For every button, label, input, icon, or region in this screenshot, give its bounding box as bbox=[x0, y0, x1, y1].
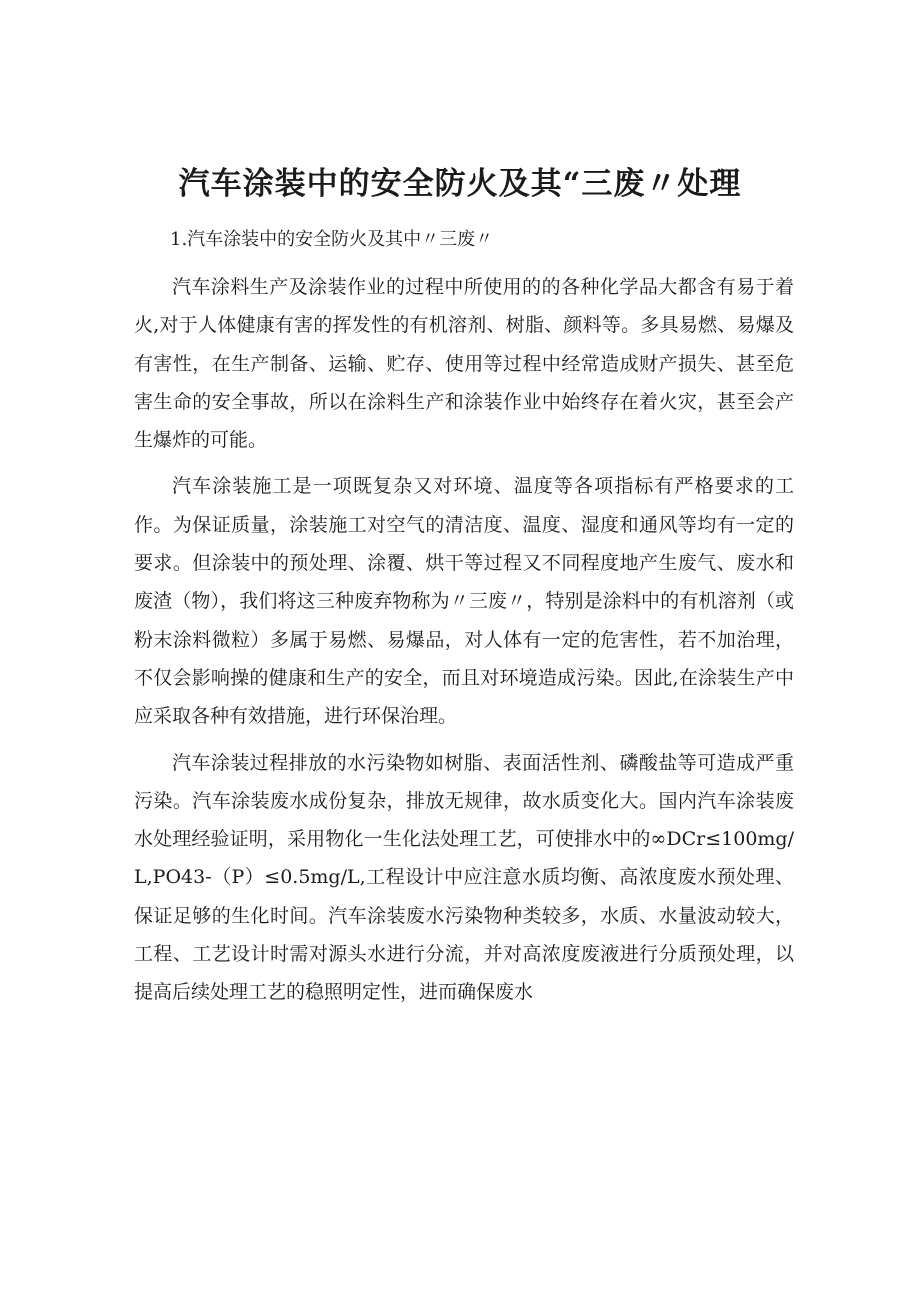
section-heading: 1.汽车涂装中的安全防火及其中〃三废〃 bbox=[170, 229, 494, 250]
paragraph-three-wastes: 汽车涂装施工是一项既复杂又对环境、温度等各项指标有严格要求的工作。为保证质量，涂装施工对空气的清洁度、温度、湿度和通风等均有一定的要求。但涂装中的预处理、涂覆、烘干等过程又不同程度地产生废气、废水和废渣（物），我们将这三种废弃物称为〃三废〃，特别是涂料中的有机溶剂（或粉末涂料微粒）多属于易燃、易爆品，对人体有一定的危害性，若不加治理，不仅会影响操的健康和生产的安全，而且对环境造成污染。因此,在涂装生产中应采取各种有效措施，进行环保治理。 bbox=[134, 475, 794, 728]
paragraph-wastewater: 汽车涂装过程排放的水污染物如树脂、表面活性剂、磷酸盐等可造成严重污染。汽车涂装废水成份复杂，排放无规律，故水质变化大。国内汽车涂装废水处理经验证明，采用物化一生化法处理工艺，可使排水中的∞DCr≤100mg/L,PO43-（P）≤0.5mg/L,工程设计中应注意水质均衡、高浓度废水预处理、保证足够的生化时间。汽车涂装废水污染物种类较多，水质、水量波动较大，工程、工艺设计时需对源头水进行分流，并对高浓度废液进行分质预处理，以提高后续处理工艺的稳照明定性，进而确保废水 bbox=[134, 751, 794, 1004]
document-title: 汽车涂装中的安全防火及其“三废〃处理 bbox=[178, 165, 742, 202]
document-body bbox=[134, 222, 794, 1012]
paragraph-fire-hazards: 汽车涂料生产及涂装作业的过程中所使用的的各种化学品大都含有易于着火,对于人体健康有害的挥发性的有机溶剂、树脂、颜料等。多具易燃、易爆及有害性，在生产制备、运输、贮存、使用等过程中经常造成财产损失、甚至危害生命的安全事故，所以在涂料生产和涂装作业中始终存在着火灾，甚至会产生爆炸的可能。 bbox=[134, 276, 794, 452]
